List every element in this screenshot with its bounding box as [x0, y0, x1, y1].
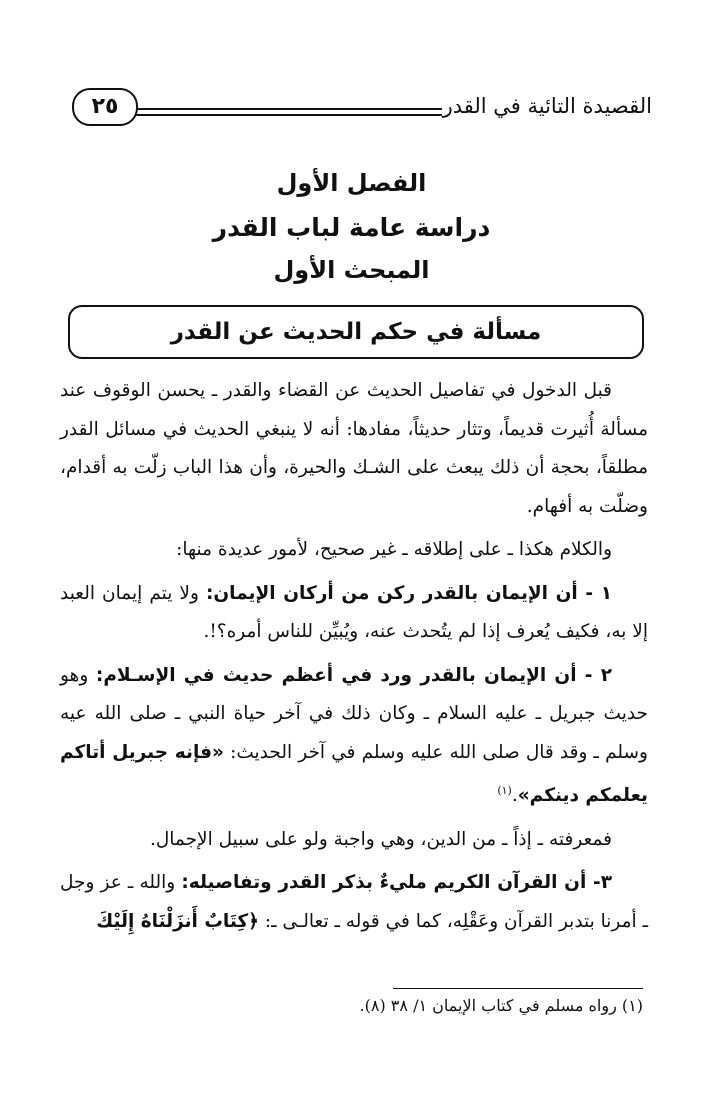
period: .	[511, 785, 518, 807]
chapter-title: الفصل الأول	[276, 169, 427, 197]
quran-quote: ﴿كِتَابٌ أَنزَلْنَاهُ إِلَيْكَ	[96, 910, 260, 932]
paragraph-1: قبل الدخول في تفاصيل الحديث عن القضاء والقدر ـ يحسن الوقوف عند مسألة أُثيرت قديماً، وتثار حديثاً، مفادها: أنه لا ينبغي الحديث في مسائل القدر مطلقاً، بحجة أن ذلك يبعث على الشـك والحيرة، وأن هذا الباب زلّت به أقدام، وضلّت به أفهام.	[60, 380, 648, 517]
boxed-title: مسألة في حكم الحديث عن القدر	[68, 305, 644, 359]
paragraph-2: والكلام هكذا ـ على إطلاقه ـ غير صحيح، لأمور عديدة منها:	[176, 539, 612, 560]
headings	[0, 160, 703, 290]
paragraph-5: فمعرفته ـ إذاً ـ من الدين، وهي واجبة ولو على سبيل الإجمال.	[149, 828, 612, 850]
footnote-marker: (١)	[497, 784, 512, 797]
section-title: المبحث الأول	[273, 256, 430, 284]
paragraph-6	[60, 864, 648, 941]
point-1-text: ولا يتم إيمان العبد إلا به، فكيف يُعرف إذا لم يتُحدث عنه، ويُبيِّن للناس أمره؟!.	[60, 582, 648, 642]
hadith-quote: «فإنه جبريل أتاكم يعلمكم دينكم»	[60, 741, 648, 807]
point-3-heading: ٣- أن القرآن الكريم مليءٌ بذكر القدر وتفاصيله:	[181, 872, 612, 894]
running-title: القصيدة التائية في القدر	[442, 94, 652, 118]
body-text	[60, 372, 648, 941]
footnote: (١) رواه مسلم في كتاب الإيمان ١/ ٣٨ (٨).	[359, 996, 643, 1015]
page-number: ٢٥	[72, 88, 138, 126]
point-2-text: وهو حديث جبريل ـ عليه السلام ـ وكان ذلك في آخر حياة النبي ـ صلى الله عيه وسلم ـ وقد قال صلى الله عليه وسلم في آخر الحديث:	[60, 664, 648, 763]
point-3-text: والله ـ عز وجل ـ أمرنا بتدبر القرآن وعَقْلِه، كما في قوله ـ تعالـى ـ:	[60, 872, 648, 932]
paragraph-4	[60, 657, 648, 816]
point-2-heading: ٢ - أن الإيمان بالقدر ورد في أعظم حديث في الإسـلام:	[95, 664, 612, 686]
paragraph-3	[60, 575, 648, 652]
running-header	[62, 88, 652, 132]
point-1-heading: ١ - أن الإيمان بالقدر ركن من أركان الإيمان:	[205, 582, 612, 604]
chapter-subtitle: دراسة عامة لباب القدر	[212, 213, 491, 242]
header-rule	[124, 108, 442, 116]
footnote-rule	[393, 988, 643, 989]
